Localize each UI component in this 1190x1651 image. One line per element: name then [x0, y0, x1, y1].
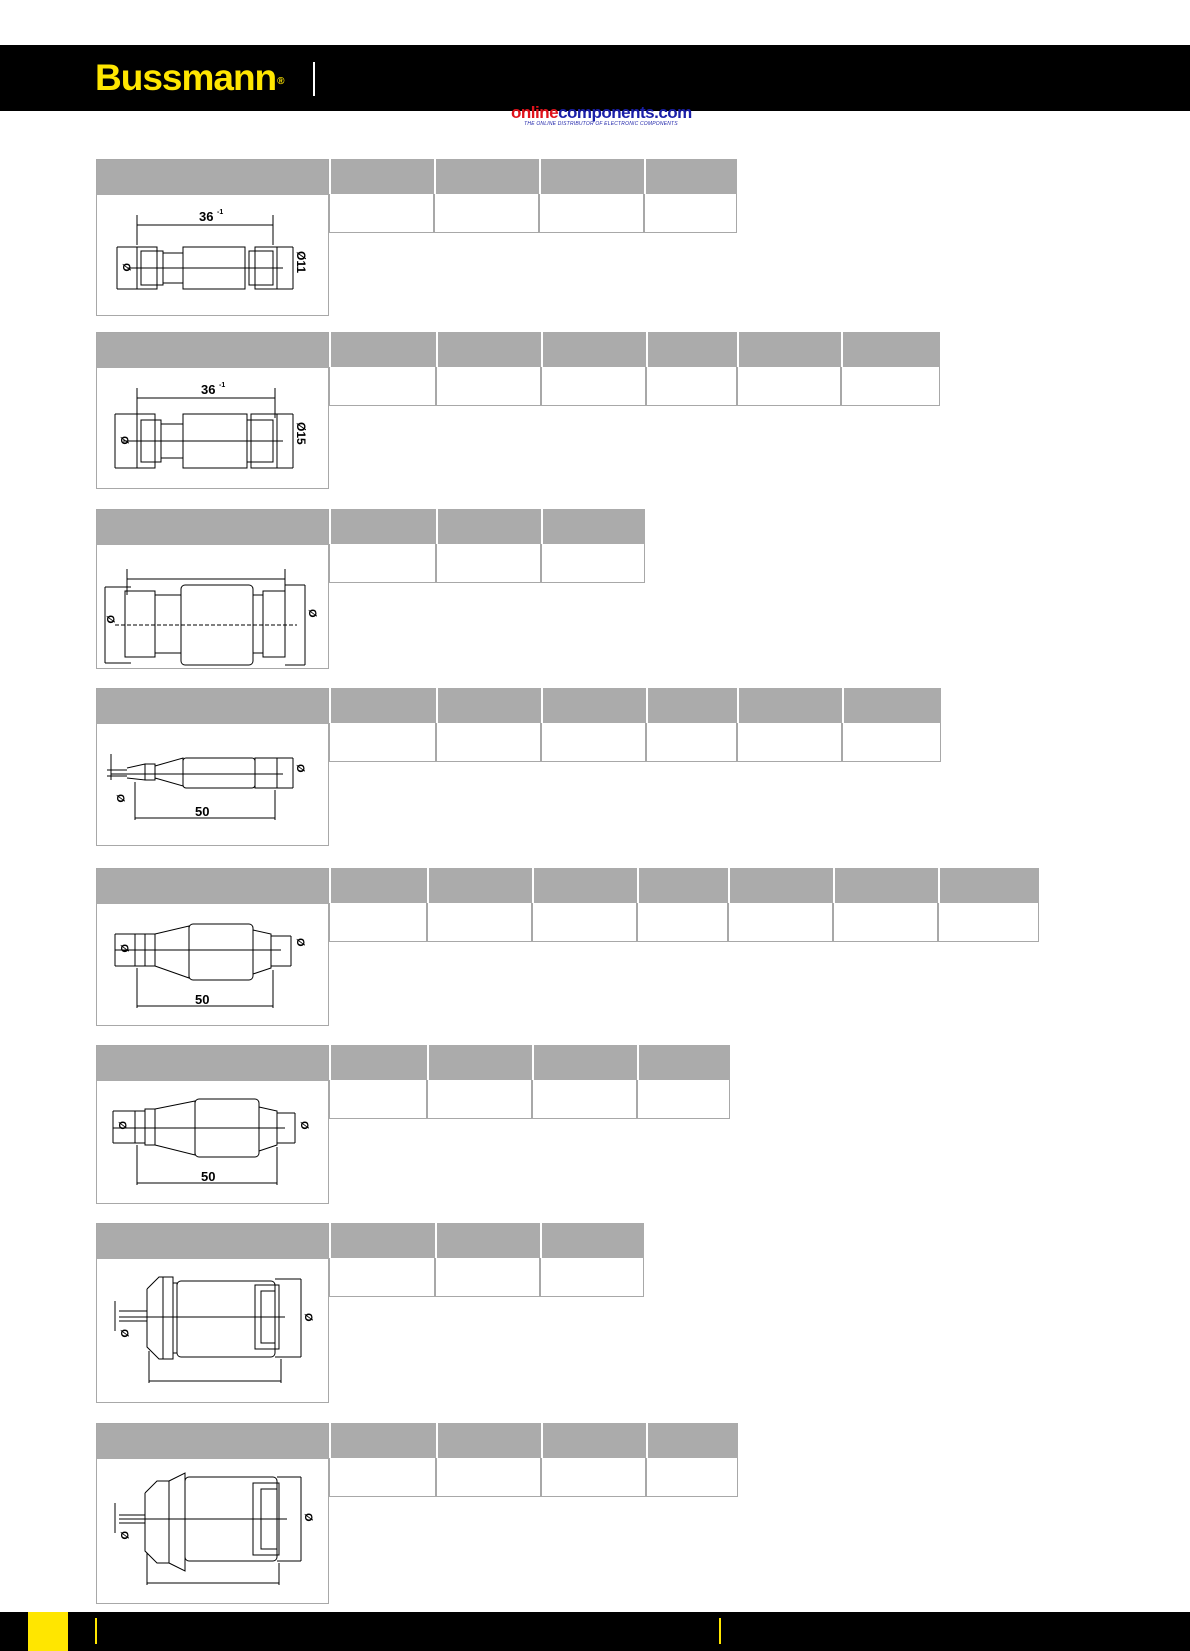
fuse-drawing-box-3 — [96, 509, 329, 669]
drawing-header — [97, 869, 328, 904]
table-cell — [435, 1223, 540, 1297]
diameter-right-label: Ø — [302, 1513, 314, 1522]
fuse-drawing-2 — [97, 368, 328, 488]
table-cell — [637, 1045, 730, 1119]
footer-bar — [0, 1612, 1190, 1651]
drawing-header — [97, 333, 328, 368]
table-cell — [427, 868, 532, 942]
registered-mark: ® — [277, 76, 284, 87]
length-label: 36 — [201, 382, 216, 397]
diameter-left-label: Ø — [104, 615, 116, 624]
header-bar — [0, 45, 1190, 111]
table-cell — [637, 868, 728, 942]
diameter-left-label: Ø — [114, 794, 126, 803]
diameter-right-label: Ø15 — [294, 422, 308, 445]
drawing-header — [97, 689, 328, 724]
table-cell — [541, 1423, 646, 1497]
fuse-drawing-box-1 — [96, 159, 329, 316]
table-cell — [541, 688, 646, 762]
table-cell — [842, 688, 941, 762]
table-cell — [541, 332, 646, 406]
table-cell — [540, 1223, 644, 1297]
diameter-right-label: Ø — [302, 1313, 314, 1322]
drawing-header — [97, 160, 328, 195]
diameter-left-label: Ø — [118, 1329, 130, 1338]
footer-divider-left — [95, 1618, 97, 1644]
fuse-drawing-box-8 — [96, 1423, 329, 1604]
fuse-drawing-box-2 — [96, 332, 329, 489]
table-cell — [539, 159, 644, 233]
table-cell — [646, 332, 737, 406]
table-cell — [329, 509, 436, 583]
fuse-drawing-4 — [97, 724, 328, 845]
table-cell — [737, 332, 841, 406]
bussmann-logo — [95, 58, 284, 98]
table-cell — [541, 509, 645, 583]
diameter-right-label: Ø — [306, 609, 318, 618]
table-cell — [329, 688, 436, 762]
fuse-drawing-7 — [97, 1259, 328, 1402]
distributor-tagline: THE ONLINE DISTRIBUTOR OF ELECTRONIC COMPONENTS — [524, 121, 678, 127]
table-cell — [329, 1223, 435, 1297]
table-cell — [532, 1045, 637, 1119]
table-cell — [532, 868, 637, 942]
diameter-right-label: Ø11 — [294, 251, 308, 274]
fuse-drawing-3 — [97, 545, 328, 668]
diameter-left-label: Ø — [120, 263, 132, 272]
fuse-drawing-box-5 — [96, 868, 329, 1026]
length-label: 50 — [195, 992, 210, 1007]
footer-divider-right — [719, 1618, 721, 1644]
table-cell — [329, 159, 434, 233]
fuse-drawing-6 — [97, 1081, 328, 1203]
length-label: 50 — [201, 1169, 216, 1184]
fuse-drawing-1 — [97, 195, 328, 315]
length-tolerance: -1 — [217, 209, 224, 216]
table-cell — [737, 688, 842, 762]
fuse-drawing-box-6 — [96, 1045, 329, 1204]
table-cell — [329, 1045, 427, 1119]
fuse-drawing-5 — [97, 904, 328, 1025]
distributor-brand-prefix: online — [511, 103, 559, 122]
table-cell — [833, 868, 938, 942]
brand-name: Bussmann — [95, 57, 277, 98]
footer-yellow-block — [28, 1612, 68, 1651]
distributor-brand-suffix: components.com — [558, 103, 692, 122]
drawing-header — [97, 510, 328, 545]
length-label: 36 — [199, 209, 214, 224]
table-cell — [329, 868, 427, 942]
table-cell — [329, 1423, 436, 1497]
fuse-drawing-8 — [97, 1459, 328, 1603]
table-cell — [436, 688, 541, 762]
header-divider — [313, 62, 315, 96]
drawing-header — [97, 1424, 328, 1459]
diameter-right-label: Ø — [294, 764, 306, 773]
table-cell — [436, 1423, 541, 1497]
table-cell — [427, 1045, 532, 1119]
table-cell — [938, 868, 1039, 942]
diameter-left-label: Ø — [116, 1121, 128, 1130]
table-cell — [646, 688, 737, 762]
table-cell — [841, 332, 940, 406]
diameter-left-label: Ø — [118, 1531, 130, 1540]
diameter-right-label: Ø — [294, 938, 306, 947]
table-cell — [646, 1423, 738, 1497]
diameter-right-label: Ø — [298, 1121, 310, 1130]
length-tolerance: -1 — [219, 382, 226, 389]
drawing-header — [97, 1046, 328, 1081]
table-cell — [436, 332, 541, 406]
table-cell — [644, 159, 737, 233]
drawing-header — [97, 1224, 328, 1259]
table-cell — [728, 868, 833, 942]
fuse-drawing-box-4 — [96, 688, 329, 846]
length-label: 50 — [195, 804, 210, 819]
diameter-left-label: Ø — [118, 436, 130, 445]
table-cell — [329, 332, 436, 406]
table-cell — [434, 159, 539, 233]
distributor-watermark — [511, 104, 691, 127]
table-cell — [436, 509, 541, 583]
diameter-left-label: Ø — [118, 944, 130, 953]
fuse-drawing-box-7 — [96, 1223, 329, 1403]
